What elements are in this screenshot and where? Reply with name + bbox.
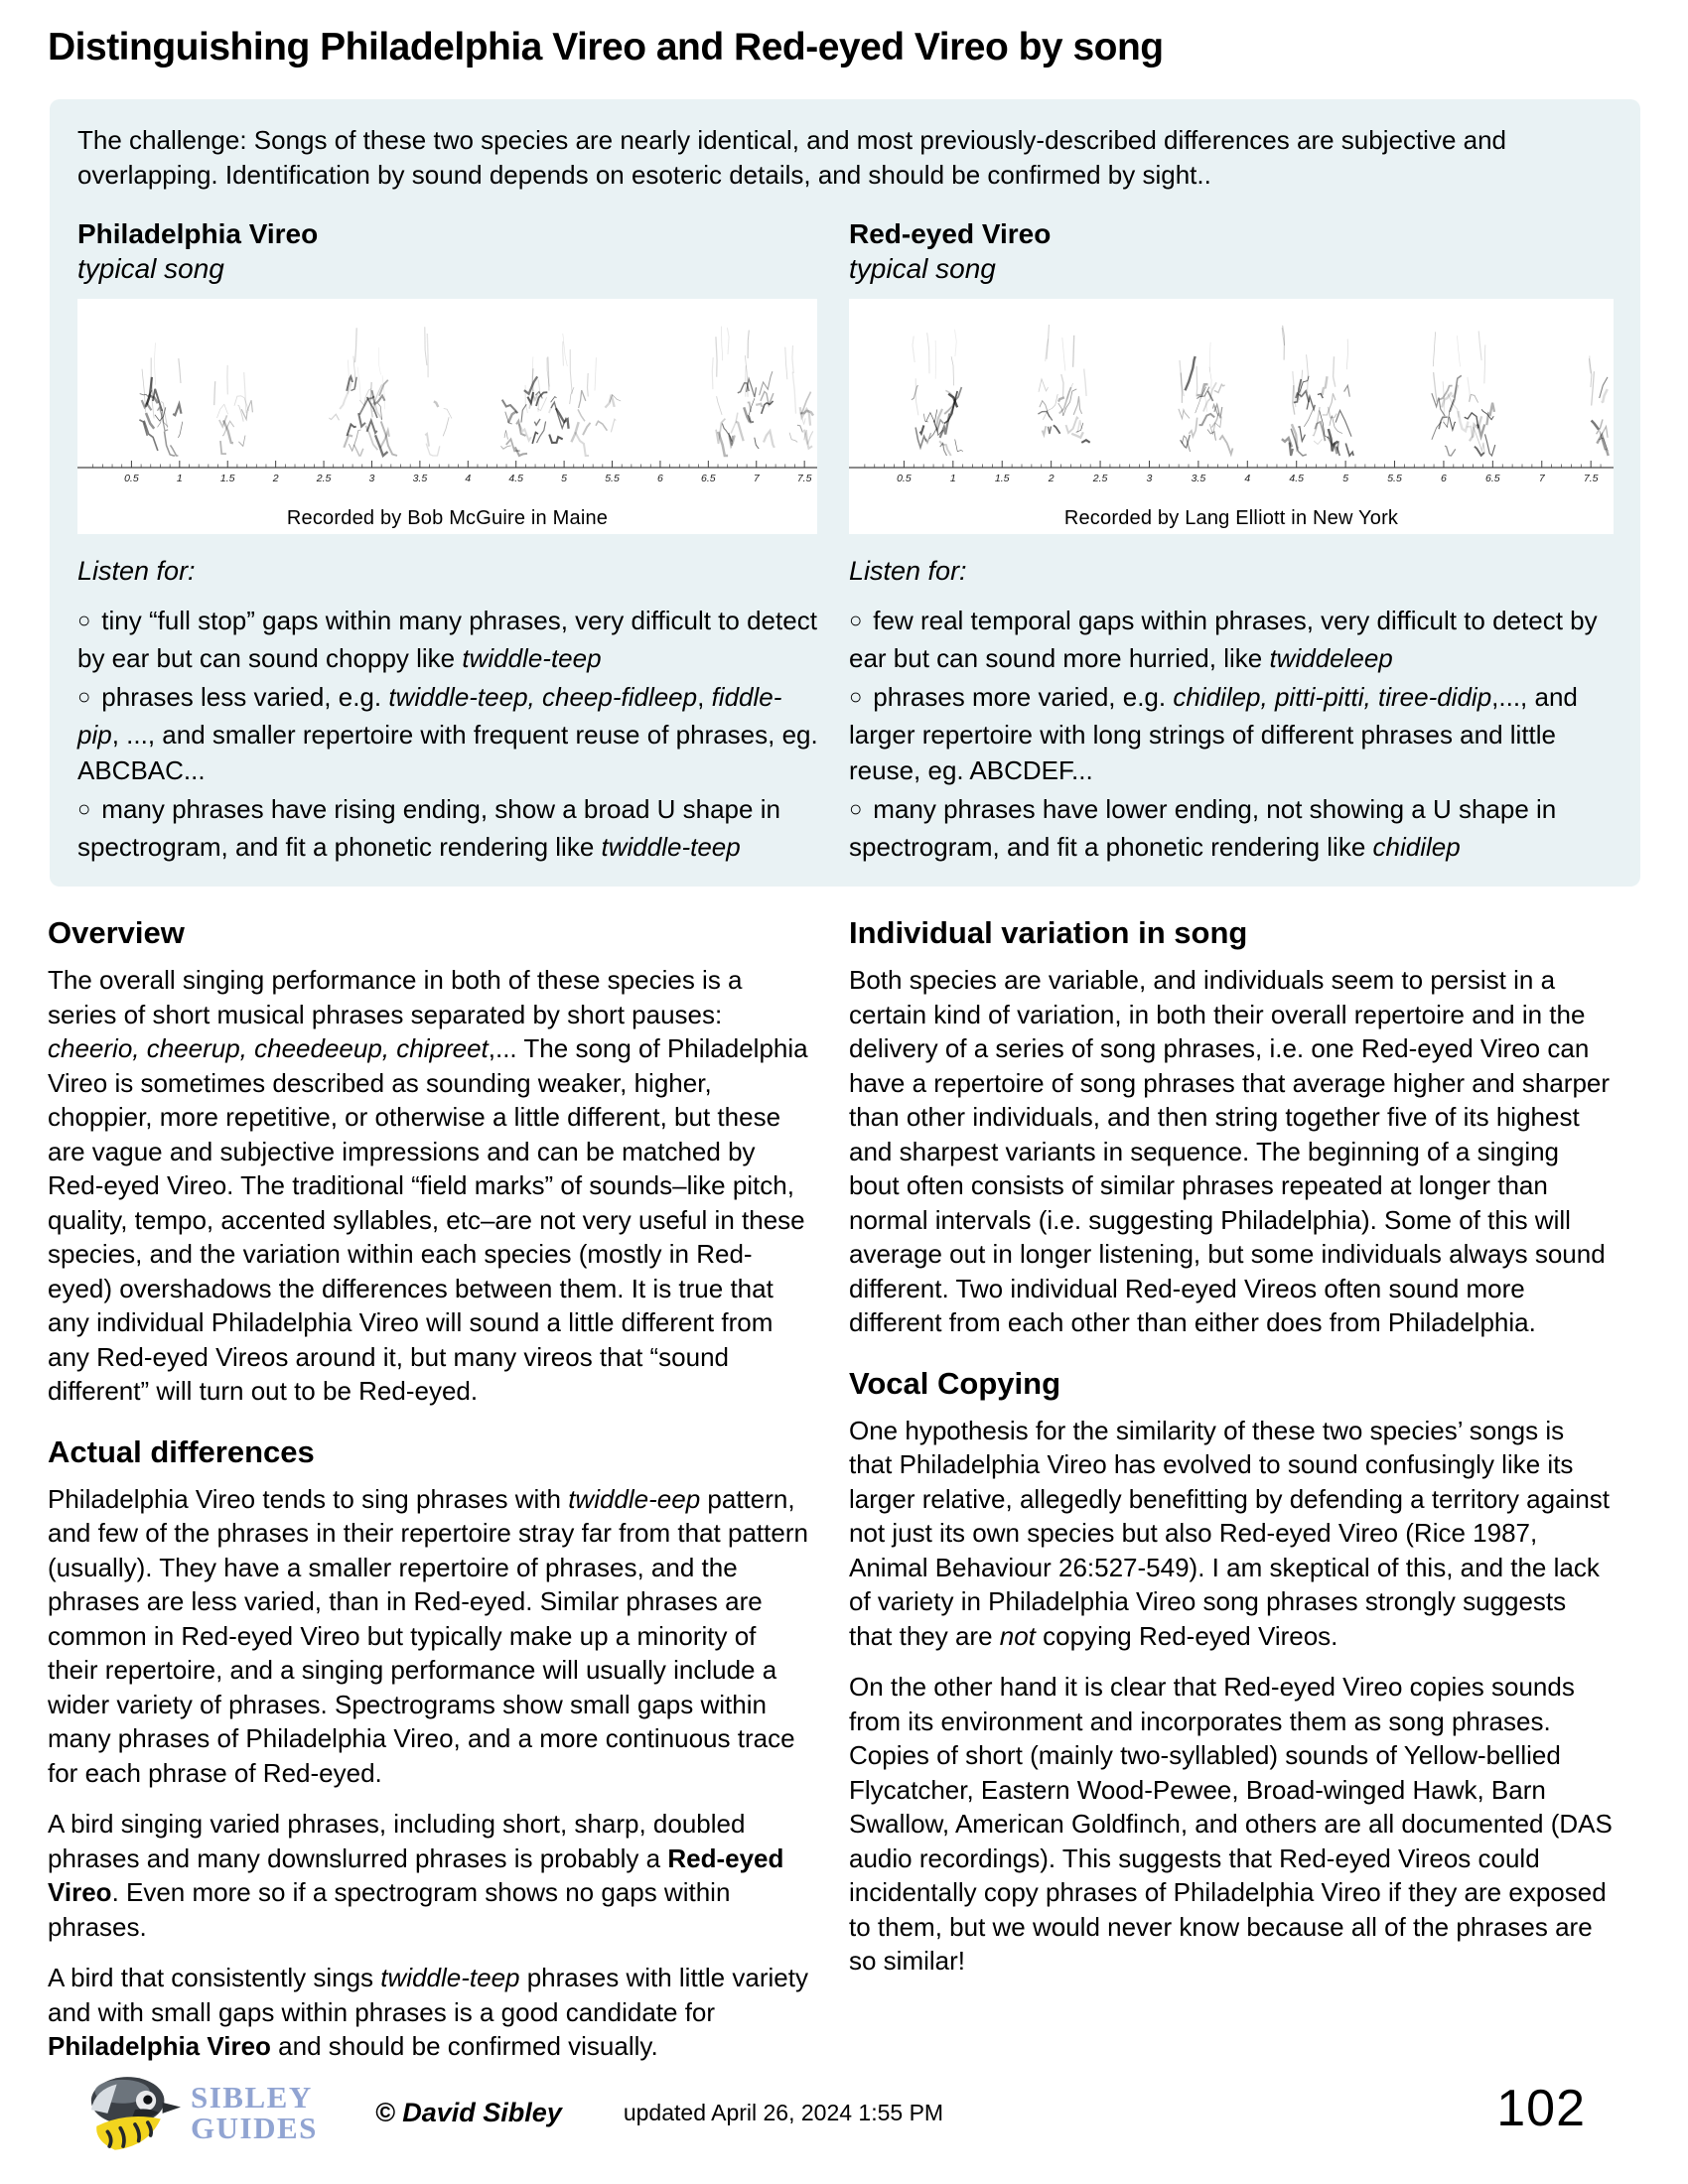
svg-text:6: 6 xyxy=(1441,473,1447,484)
body-paragraph: The overall singing performance in both of these species is a series of short musical phrases separated by short pauses: cheerio, cheerup, cheedeeup, chipreet,... The song of Philadelphia Vireo is sometimes described as sounding weaker, higher, choppier, more repetitive, or otherwise a little different, but these are vague and subjective impressions and can be matched by Red-eyed Vireo. The traditional “field marks” of sounds–like pitch, quality, tempo, accented syllables, etc–are not very useful in these species, and the variation within each species (mostly in Red-eyed) overshadows the differences between them. It is true that any individual Philadelphia Vireo will sound a little different from any Red-eyed Vireos around it, but many vireos that “sound different” will turn out to be Red-eyed. xyxy=(48,965,808,1406)
svg-text:1.5: 1.5 xyxy=(219,473,235,484)
svg-text:2.5: 2.5 xyxy=(1092,473,1108,484)
svg-text:4: 4 xyxy=(465,473,472,484)
circle-bullet-icon: ○ xyxy=(849,796,863,821)
updated-timestamp: updated April 26, 2024 1:55 PM xyxy=(623,2099,944,2125)
species-panels xyxy=(77,218,1640,868)
list-item xyxy=(849,679,1614,788)
species-subtitle: typical song xyxy=(849,253,996,284)
svg-text:0.5: 0.5 xyxy=(124,473,139,484)
svg-text:3: 3 xyxy=(368,473,375,484)
circle-bullet-icon: ○ xyxy=(77,796,91,821)
svg-text:7: 7 xyxy=(1538,473,1545,484)
svg-text:3.5: 3.5 xyxy=(1191,473,1206,484)
circle-bullet-icon: ○ xyxy=(849,684,863,709)
svg-text:7: 7 xyxy=(753,473,760,484)
list-item xyxy=(77,679,820,788)
svg-text:1: 1 xyxy=(949,473,956,484)
listen-for-heading: Listen for: xyxy=(77,556,196,586)
list-item-text: few real temporal gaps within phrases, very difficult to detect by ear but can sound more hurried, like twiddeleep xyxy=(849,606,1598,673)
svg-text:1: 1 xyxy=(176,473,183,484)
svg-text:7.5: 7.5 xyxy=(1583,473,1599,484)
svg-text:5: 5 xyxy=(1342,473,1349,484)
body-paragraph: A bird that consistently sings twiddle-teep phrases with little variety and with small gaps within phrases is a good candidate for Philadelphia Vireo and should be confirmed visually. xyxy=(48,1963,808,2061)
sibley-logo-text xyxy=(191,2082,318,2143)
svg-text:7.5: 7.5 xyxy=(796,473,812,484)
svg-text:1.5: 1.5 xyxy=(994,473,1010,484)
svg-text:4.5: 4.5 xyxy=(508,473,524,484)
list-item xyxy=(849,603,1614,676)
svg-text:4.5: 4.5 xyxy=(1289,473,1305,484)
list-item-text: many phrases have lower ending, not showing a U shape in spectrogram, and fit a phonetic rendering like chidilep xyxy=(849,794,1557,862)
body-paragraph: Philadelphia Vireo tends to sing phrases with twiddle-eep pattern, and few of the phrases in their repertoire stray far from that pattern (usually). They have a smaller repertoire of phrases, and the phrases are less varied, than in Red-eyed. Similar phrases are common in Red-eyed Vireo but typically make up a minority of their repertoire, and a singing performance will usually include a wider variety of phrases. Spectrograms show small gaps within many phrases of Philadelphia Vireo, and a more continuous trace for each phrase of Red-eyed. xyxy=(48,1483,808,1788)
sibley-guides-logo xyxy=(89,2073,318,2152)
svg-text:5.5: 5.5 xyxy=(605,473,620,484)
body-columns xyxy=(48,915,1640,2081)
body-paragraph: One hypothesis for the similarity of these two species’ songs is that Philadelphia Vireo has evolved to sound confusingly like its larger relative, allegedly benefitting by defending a territory against not just its own species but also Red-eyed Vireo (Rice 1987, Animal Behaviour 26:527-549). I am skeptical of this, and the lack of variety in Philadelphia Vireo song phrases strongly suggests that they are not copying Red-eyed Vireos. xyxy=(849,1415,1611,1651)
species-name: Philadelphia Vireo xyxy=(77,218,319,249)
panel-red-eyed-vireo xyxy=(849,218,1614,868)
body-paragraph: On the other hand it is clear that Red-eyed Vireo copies sounds from its environment and incorporates them as song phrases. Copies of short (mainly two-syllabled) sounds of Yellow-bellied Flycatcher, Eastern Wood-Pewee, Broad-winged Hawk, Barn Swallow, American Goldfinch, and others are all documented (DAS audio recordings). This suggests that Red-eyed Vireos could incidentally copy phrases of Philadelphia Vireo if they are exposed to them, but we would never know because all of the phrases are so similar! xyxy=(849,1672,1613,1976)
list-item xyxy=(77,603,820,676)
section-heading-individual-variation: Individual variation in song xyxy=(849,915,1248,950)
panel-philadelphia-vireo xyxy=(77,218,820,868)
section-heading-vocal-copying: Vocal Copying xyxy=(849,1365,1061,1401)
svg-text:6.5: 6.5 xyxy=(701,473,716,484)
svg-text:2: 2 xyxy=(272,473,279,484)
logo-line-1: SIBLEY xyxy=(191,2080,313,2115)
section-heading-overview: Overview xyxy=(48,915,185,950)
page-footer xyxy=(89,2067,943,2158)
challenge-box xyxy=(50,99,1640,887)
list-item-text: tiny “full stop” gaps within many phrases, very difficult to detect by ear but can sound choppy like twiddle-teep xyxy=(77,606,817,673)
page-title: Distinguishing Philadelphia Vireo and Red-eyed Vireo by song xyxy=(48,26,1164,68)
svg-text:3.5: 3.5 xyxy=(412,473,428,484)
svg-text:2.5: 2.5 xyxy=(316,473,332,484)
species-name: Red-eyed Vireo xyxy=(849,218,1052,249)
spectrogram-caption: Recorded by Lang Elliott in New York xyxy=(1063,507,1399,529)
logo-line-2: GUIDES xyxy=(191,2111,318,2145)
list-item-text: many phrases have rising ending, show a broad U shape in spectrogram, and fit a phonetic rendering like twiddle-teep xyxy=(77,794,780,862)
list-item xyxy=(849,791,1614,865)
challenge-text: The challenge: Songs of these two species are nearly identical, and most previously-described differences are subjective and overlapping. Identification by sound depends on esoteric details, and should be confirmed by sight.. xyxy=(77,125,1507,190)
spectrogram-panel xyxy=(77,299,817,534)
svg-text:4: 4 xyxy=(1244,473,1251,484)
list-item-text: phrases less varied, e.g. twiddle-teep, cheep-fidleep, fiddle-pip, ..., and smaller repertoire with frequent reuse of phrases, eg. ABCBAC... xyxy=(77,682,818,785)
spectrogram-caption: Recorded by Bob McGuire in Maine xyxy=(286,507,609,529)
body-column-right xyxy=(849,915,1614,2081)
sibley-logo-bird-icon xyxy=(89,2073,181,2152)
spectrogram-philadelphia xyxy=(77,299,817,502)
spectrogram-panel xyxy=(849,299,1614,534)
listen-for-heading: Listen for: xyxy=(849,556,967,586)
circle-bullet-icon: ○ xyxy=(77,684,91,709)
spectrogram-red-eyed xyxy=(849,299,1614,502)
circle-bullet-icon: ○ xyxy=(849,608,863,632)
body-paragraph: A bird singing varied phrases, including short, sharp, doubled phrases and many downslurred phrases is probably a Red-eyed Vireo. Even more so if a spectrogram shows no gaps within phrases. xyxy=(48,1809,784,1942)
circle-bullet-icon: ○ xyxy=(77,608,91,632)
svg-text:0.5: 0.5 xyxy=(897,473,912,484)
svg-text:6: 6 xyxy=(657,473,663,484)
copyright-text: © David Sibley xyxy=(374,2097,562,2127)
svg-text:3: 3 xyxy=(1146,473,1153,484)
body-paragraph: Both species are variable, and individuals seem to persist in a certain kind of variation, in both their overall repertoire and in the delivery of a series of song phrases, i.e. one Red-eyed Vireo can have a repertoire of song phrases that average higher and sharper than other individuals, and then string together five of its highest and sharpest variants in sequence. The beginning of a singing bout often consists of similar phrases repeated at longer than normal intervals (i.e. suggesting Philadelphia). Some of this will average out in longer listening, but some individuals always sound different. Two individual Red-eyed Vireos often sound more different from each other than either does from Philadelphia. xyxy=(849,965,1611,1337)
svg-text:5.5: 5.5 xyxy=(1387,473,1402,484)
page-number: 102 xyxy=(1496,2080,1586,2137)
body-column-left xyxy=(48,915,812,2081)
svg-text:2: 2 xyxy=(1048,473,1055,484)
svg-text:5: 5 xyxy=(561,473,568,484)
svg-text:6.5: 6.5 xyxy=(1485,473,1500,484)
species-subtitle: typical song xyxy=(77,253,224,284)
list-item xyxy=(77,791,820,865)
section-heading-actual-differences: Actual differences xyxy=(48,1433,315,1469)
list-item-text: phrases more varied, e.g. chidilep, pitti-pitti, tiree-didip,..., and larger repertoire with long strings of different phrases and little reuse, eg. ABCDEF... xyxy=(849,682,1578,785)
